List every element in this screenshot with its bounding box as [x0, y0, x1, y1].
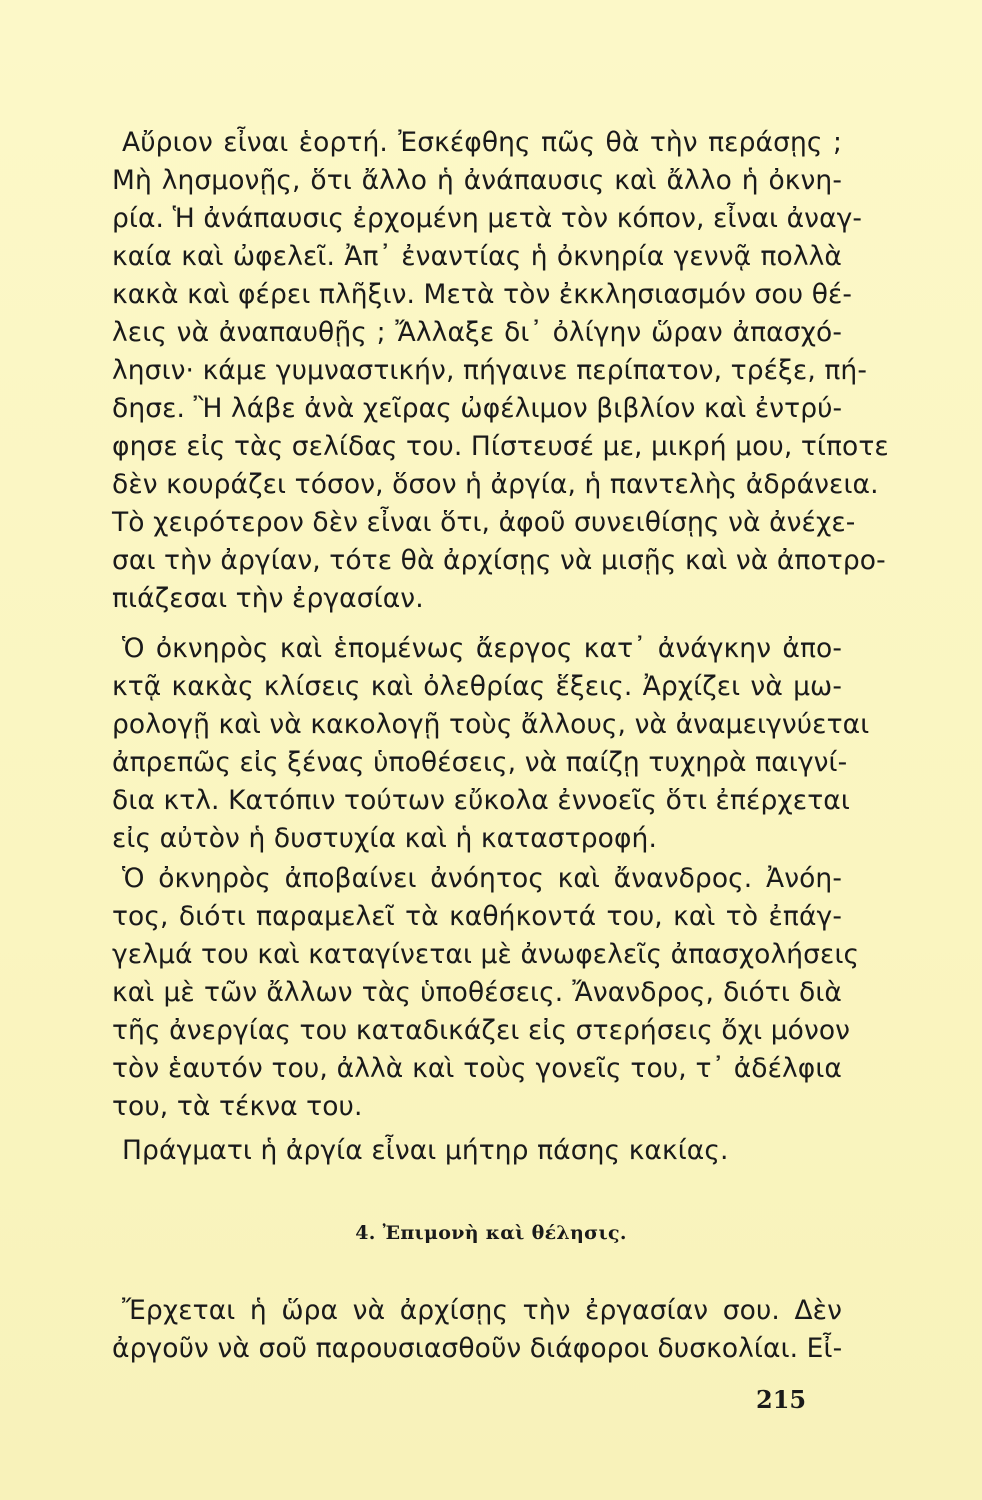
- text-line: τος, διότι παραμελεῖ τὰ καθήκοντά του, καὶ τὸ ἐπάγ-: [112, 901, 842, 932]
- text-line: λησιν· κάμε γυμναστικήν, πήγαινε περίπατον, τρέξε, πή-: [112, 355, 867, 386]
- text-line: δια κτλ. Κατόπιν τούτων εὔκολα ἐννοεῖς ὅτι ἐπέρχεται: [112, 785, 850, 816]
- text-line: δησε. Ἢ λάβε ἀνὰ χεῖρας ὠφέλιμον βιβλίον καὶ ἐντρύ-: [112, 393, 843, 424]
- text-line: κτᾷ κακὰς κλίσεις καὶ ὀλεθρίας ἕξεις. Ἀρχίζει νὰ μω-: [112, 671, 842, 702]
- page-number: 215: [756, 1385, 807, 1414]
- text-line: καία καὶ ὠφελεῖ. Ἀπ᾿ ἐναντίας ἡ ὀκνηρία γεννᾷ πολλὰ: [112, 241, 842, 272]
- section-text: [112, 1292, 842, 1368]
- text-line: Μὴ λησμονῇς, ὅτι ἄλλο ἡ ἀνάπαυσις καὶ ἄλλο ἡ ὀκνη-: [112, 165, 842, 196]
- text-line: ρία. Ἡ ἀνάπαυσις ἐρχομένη μετὰ τὸν κόπον, εἶναι ἀναγ-: [112, 203, 863, 234]
- text-line: κακὰ καὶ φέρει πλῆξιν. Μετὰ τὸν ἐκκλησιασμόν σου θέ-: [112, 279, 853, 310]
- text-line: Τὸ χειρότερον δὲν εἶναι ὅτι, ἀφοῦ συνειθίσῃς νὰ ἀνέχε-: [112, 507, 856, 538]
- text-line: πιάζεσαι τὴν ἐργασίαν.: [112, 583, 424, 614]
- text-line: τῆς ἀνεργίας του καταδικάζει εἰς στερήσεις ὄχι μόνον: [112, 1015, 851, 1046]
- text-line: Ἔρχεται ἡ ὥρα νὰ ἀρχίσῃς τὴν ἐργασίαν σου. Δὲν: [122, 1295, 842, 1326]
- paragraph-3: [112, 860, 860, 1126]
- text-line: του, τὰ τέκνα του.: [112, 1091, 363, 1122]
- text-line: τὸν ἑαυτόν του, ἀλλὰ καὶ τοὺς γονεῖς του, τ᾿ ἀδέλφια: [112, 1053, 842, 1084]
- paragraph-4: [112, 1132, 842, 1170]
- text-line: σαι τὴν ἀργίαν, τότε θὰ ἀρχίσῃς νὰ μισῇς καὶ νὰ ἀποτρο-: [112, 545, 886, 576]
- section-heading: 4. Ἐπιμονὴ καὶ θέλησις.: [355, 1222, 627, 1244]
- paragraph-2: [112, 630, 870, 858]
- text-line: ἀπρεπῶς εἰς ξένας ὑποθέσεις, νὰ παίζῃ τυχηρὰ παιγνί-: [112, 747, 848, 778]
- text-line: εἰς αὐτὸν ἡ δυστυχία καὶ ἡ καταστροφή.: [112, 823, 657, 854]
- paragraph-1: [112, 124, 889, 618]
- text-line: καὶ μὲ τῶν ἄλλων τὰς ὑποθέσεις. Ἄνανδρος, διότι διὰ: [112, 977, 842, 1008]
- text-line: Ὁ ὀκνηρὸς ἀποβαίνει ἀνόητος καὶ ἄνανδρος. Ἀνόη-: [122, 863, 842, 894]
- main-text: [112, 124, 889, 1170]
- text-line: ρολογῇ καὶ νὰ κακολογῇ τοὺς ἄλλους, νὰ ἀναμειγνύεται: [112, 709, 870, 740]
- text-line: Πράγματι ἡ ἀργία εἶναι μήτηρ πάσης κακίας.: [122, 1135, 729, 1166]
- text-line: ἀργοῦν νὰ σοῦ παρουσιασθοῦν διάφοροι δυσκολίαι. Εἶ-: [112, 1333, 843, 1364]
- paragraph-5: [112, 1292, 842, 1368]
- text-line: φησε εἰς τὰς σελίδας του. Πίστευσέ με, μικρή μου, τίποτε: [112, 431, 889, 462]
- text-line: γελμά του καὶ καταγίνεται μὲ ἀνωφελεῖς ἀπασχολήσεις: [112, 939, 860, 970]
- text-line: Αὔριον εἶναι ἑορτή. Ἐσκέφθης πῶς θὰ τὴν περάσῃς ;: [122, 127, 842, 158]
- text-line: δὲν κουράζει τόσον, ὅσον ἡ ἀργία, ἡ παντελὴς ἀδράνεια.: [112, 469, 879, 500]
- text-line: λεις νὰ ἀναπαυθῇς ; Ἄλλαξε δι᾿ ὀλίγην ὥραν ἀπασχό-: [112, 317, 842, 348]
- text-line: Ὁ ὀκνηρὸς καὶ ἑπομένως ἄεργος κατ᾿ ἀνάγκην ἀπο-: [122, 633, 842, 664]
